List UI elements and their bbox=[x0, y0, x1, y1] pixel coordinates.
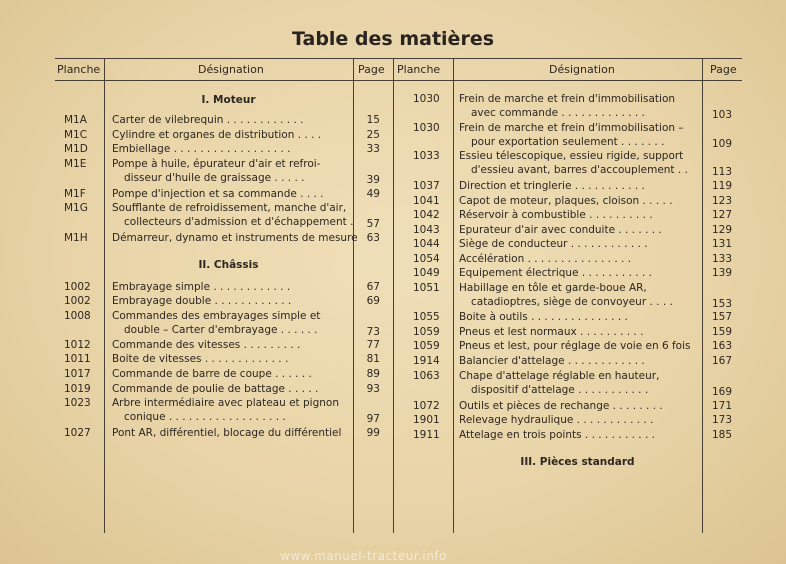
planche-number: 1023 bbox=[64, 397, 91, 409]
designation-text: Embrayage simple . . . . . . . . . . . . bbox=[112, 281, 291, 293]
page-number: 15 bbox=[366, 114, 380, 126]
section-heading: II. Châssis bbox=[198, 259, 259, 271]
designation-text: pour exportation seulement . . . . . . . bbox=[471, 136, 665, 148]
designation-text: Cylindre et organes de distribution . . . . bbox=[112, 129, 322, 141]
page-number: 81 bbox=[366, 353, 380, 365]
page-number: 129 bbox=[711, 224, 732, 236]
designation-text: conique . . . . . . . . . . . . . . . . . . bbox=[124, 411, 286, 423]
planche-number: 1044 bbox=[413, 238, 440, 250]
col-divider-2 bbox=[353, 58, 354, 533]
page-number: 159 bbox=[711, 326, 732, 338]
designation-text: Accélération . . . . . . . . . . . . . . . . bbox=[459, 253, 632, 265]
planche-number: 1055 bbox=[413, 311, 440, 323]
designation-text: Relevage hydraulique . . . . . . . . . . . . bbox=[459, 414, 654, 426]
planche-number: 1002 bbox=[64, 295, 91, 307]
section-heading: I. Moteur bbox=[201, 94, 256, 106]
planche-number: 1019 bbox=[64, 383, 91, 395]
designation-text: Commande de barre de coupe . . . . . . bbox=[112, 368, 312, 380]
planche-number: M1D bbox=[64, 143, 88, 155]
planche-number: 1072 bbox=[413, 400, 440, 412]
page-number: 97 bbox=[366, 413, 380, 425]
designation-text: Réservoir à combustible . . . . . . . . . . bbox=[459, 209, 653, 221]
page-number: 173 bbox=[711, 414, 732, 426]
planche-number: M1E bbox=[64, 158, 87, 170]
planche-number: 1017 bbox=[64, 368, 91, 380]
watermark: www.manuel-tracteur.info bbox=[280, 549, 447, 563]
header-planche-right: Planche bbox=[397, 63, 441, 76]
designation-text: Pompe à huile, épurateur d'air et refroi- bbox=[112, 158, 321, 170]
page-number: 169 bbox=[711, 386, 732, 398]
designation-text: Boite de vitesses . . . . . . . . . . . . . bbox=[112, 353, 289, 365]
designation-text: Frein de marche et frein d'immobilisation bbox=[459, 93, 676, 105]
page-number: 163 bbox=[711, 340, 732, 352]
planche-number: M1A bbox=[64, 114, 87, 126]
header-designation-right: Désignation bbox=[549, 63, 615, 76]
page-number: 171 bbox=[711, 400, 732, 412]
header-page-right: Page bbox=[710, 63, 737, 76]
designation-text: Pneus et lest, pour réglage de voie en 6 fois bbox=[459, 340, 691, 352]
planche-number: 1012 bbox=[64, 339, 91, 351]
designation-text: Habillage en tôle et garde-boue AR, bbox=[459, 282, 647, 294]
page-number: 127 bbox=[711, 209, 732, 221]
planche-number: 1063 bbox=[413, 370, 440, 382]
designation-text: Frein de marche et frein d'immobilisation – bbox=[459, 122, 684, 134]
planche-number: 1041 bbox=[413, 195, 440, 207]
designation-text: Carter de vilebrequin . . . . . . . . . . . . bbox=[112, 114, 304, 126]
designation-text: collecteurs d'admission et d'échappement . bbox=[124, 216, 354, 228]
designation-text: Capot de moteur, plaques, cloison . . . . . bbox=[459, 195, 673, 207]
page-number: 33 bbox=[366, 143, 380, 155]
header-bottom-rule bbox=[55, 80, 742, 81]
designation-text: Epurateur d'air avec conduite . . . . . . . bbox=[459, 224, 662, 236]
designation-text: Chape d'attelage réglable en hauteur, bbox=[459, 370, 660, 382]
page-number: 49 bbox=[366, 188, 380, 200]
planche-number: 1059 bbox=[413, 340, 440, 352]
designation-text: Pont AR, différentiel, blocage du différentiel bbox=[112, 427, 342, 439]
page-number: 133 bbox=[711, 253, 732, 265]
col-divider-5 bbox=[702, 58, 703, 533]
header-designation-left: Désignation bbox=[198, 63, 264, 76]
planche-number: 1011 bbox=[64, 353, 91, 365]
page-number: 73 bbox=[366, 326, 380, 338]
page-number: 153 bbox=[711, 298, 732, 310]
designation-text: Siège de conducteur . . . . . . . . . . . . bbox=[459, 238, 648, 250]
designation-text: Commandes des embrayages simple et bbox=[112, 310, 321, 322]
header-page-left: Page bbox=[358, 63, 385, 76]
page-title: Table des matières bbox=[291, 28, 495, 50]
planche-number: 1914 bbox=[413, 355, 440, 367]
planche-number: M1F bbox=[64, 188, 86, 200]
page-number: 63 bbox=[366, 232, 380, 244]
designation-text: Pompe d'injection et sa commande . . . . bbox=[112, 188, 324, 200]
planche-number: 1043 bbox=[413, 224, 440, 236]
designation-text: catadioptres, siège de convoyeur . . . . bbox=[471, 296, 673, 308]
page-number: 99 bbox=[366, 427, 380, 439]
page-number: 89 bbox=[366, 368, 380, 380]
planche-number: 1051 bbox=[413, 282, 440, 294]
designation-text: Balancier d'attelage . . . . . . . . . . . . bbox=[459, 355, 645, 367]
planche-number: 1027 bbox=[64, 427, 91, 439]
planche-number: 1037 bbox=[413, 180, 440, 192]
designation-text: Commande de poulie de battage . . . . . bbox=[112, 383, 319, 395]
page-number: 69 bbox=[366, 295, 380, 307]
col-divider-3 bbox=[393, 58, 394, 533]
designation-text: Outils et pièces de rechange . . . . . . . . bbox=[459, 400, 663, 412]
planche-number: M1C bbox=[64, 129, 88, 141]
header-planche-left: Planche bbox=[57, 63, 101, 76]
page-number: 123 bbox=[711, 195, 732, 207]
designation-text: double – Carter d'embrayage . . . . . . bbox=[124, 324, 318, 336]
header-top-rule bbox=[55, 58, 742, 59]
planche-number: 1049 bbox=[413, 267, 440, 279]
planche-number: M1H bbox=[64, 232, 88, 244]
designation-text: Essieu télescopique, essieu rigide, support bbox=[459, 150, 684, 162]
designation-text: disseur d'huile de graissage . . . . . bbox=[124, 172, 305, 184]
planche-number: 1042 bbox=[413, 209, 440, 221]
planche-number: M1G bbox=[64, 202, 88, 214]
designation-text: Equipement électrique . . . . . . . . . . . bbox=[459, 267, 652, 279]
designation-text: d'essieu avant, barres d'accouplement . . bbox=[471, 164, 688, 176]
page-number: 185 bbox=[711, 429, 732, 441]
designation-text: avec commande . . . . . . . . . . . . . bbox=[471, 107, 645, 119]
designation-text: Direction et tringlerie . . . . . . . . . . . bbox=[459, 180, 645, 192]
planche-number: 1059 bbox=[413, 326, 440, 338]
page-number: 25 bbox=[366, 129, 380, 141]
designation-text: Pneus et lest normaux . . . . . . . . . . bbox=[459, 326, 644, 338]
page-number: 113 bbox=[711, 166, 732, 178]
designation-text: Démarreur, dynamo et instruments de mesure bbox=[112, 232, 358, 244]
designation-text: Commande des vitesses . . . . . . . . . bbox=[112, 339, 301, 351]
designation-text: Soufflante de refroidissement, manche d'air, bbox=[112, 202, 347, 214]
section-heading: III. Pièces standard bbox=[520, 456, 635, 468]
planche-number: 1054 bbox=[413, 253, 440, 265]
planche-number: 1901 bbox=[413, 414, 440, 426]
planche-number: 1030 bbox=[413, 93, 440, 105]
designation-text: dispositif d'attelage . . . . . . . . . . . bbox=[471, 384, 649, 396]
designation-text: Attelage en trois points . . . . . . . . . . . bbox=[459, 429, 655, 441]
page-number: 119 bbox=[711, 180, 732, 192]
page-number: 39 bbox=[366, 174, 380, 186]
planche-number: 1002 bbox=[64, 281, 91, 293]
page-number: 157 bbox=[711, 311, 732, 323]
page-number: 103 bbox=[711, 109, 732, 121]
designation-text: Embrayage double . . . . . . . . . . . . bbox=[112, 295, 292, 307]
planche-number: 1033 bbox=[413, 150, 440, 162]
page-number: 67 bbox=[366, 281, 380, 293]
designation-text: Arbre intermédiaire avec plateau et pignon bbox=[112, 397, 339, 409]
page-number: 57 bbox=[366, 218, 380, 230]
page-number: 93 bbox=[366, 383, 380, 395]
planche-number: 1030 bbox=[413, 122, 440, 134]
planche-number: 1008 bbox=[64, 310, 91, 322]
page-number: 139 bbox=[711, 267, 732, 279]
designation-text: Embiellage . . . . . . . . . . . . . . . . . . bbox=[112, 143, 291, 155]
page-number: 77 bbox=[366, 339, 380, 351]
designation-text: Boite à outils . . . . . . . . . . . . . . . bbox=[459, 311, 628, 323]
planche-number: 1911 bbox=[413, 429, 440, 441]
page-number: 167 bbox=[711, 355, 732, 367]
page-number: 109 bbox=[711, 138, 732, 150]
page-number: 131 bbox=[711, 238, 732, 250]
